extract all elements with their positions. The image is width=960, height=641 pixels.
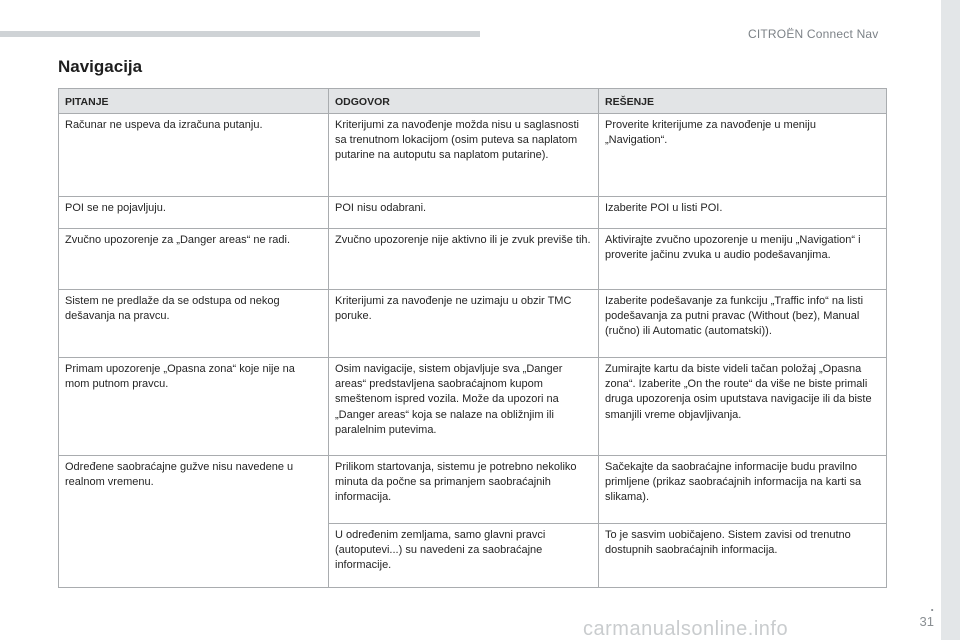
page-edge-strip xyxy=(941,0,960,640)
solution-cell: Proverite kriterijume za navođenje u meniju „Navigation“. xyxy=(599,114,887,197)
continuation-dot: . xyxy=(930,599,934,614)
brand-label: CITROËN Connect Nav xyxy=(748,27,879,41)
question-cell: Sistem ne predlaže da se odstupa od nekog dešavanja na pravcu. xyxy=(59,290,329,358)
answer-cell: POI nisu odabrani. xyxy=(329,197,599,229)
answer-cell: Kriterijumi za navođenje ne uzimaju u obzir TMC poruke. xyxy=(329,290,599,358)
solution-cell: Zumirajte kartu da biste videli tačan položaj „Opasna zona“. Izaberite „On the route“ da više ne biste primali druga upozorenja osim uputstava navigacije ili da biste smanjili vreme objavljivanja. xyxy=(599,358,887,456)
answer-cell: Zvučno upozorenje nije aktivno ili je zvuk previše tih. xyxy=(329,229,599,290)
troubleshooting-table xyxy=(58,88,887,588)
question-cell: Određene saobraćajne gužve nisu navedene u realnom vremenu. xyxy=(59,456,329,588)
table-row xyxy=(59,114,887,197)
column-header-question: PITANJE xyxy=(59,89,329,114)
answer-cell: U određenim zemljama, samo glavni pravci (autoputevi...) su navedeni za saobraćajne informacije. xyxy=(329,524,599,588)
table-row xyxy=(59,456,887,524)
question-cell: Zvučno upozorenje za „Danger areas“ ne radi. xyxy=(59,229,329,290)
solution-cell: Aktivirajte zvučno upozorenje u meniju „Navigation“ i proverite jačinu zvuka u audio podešavanjima. xyxy=(599,229,887,290)
solution-cell: Izaberite POI u listi POI. xyxy=(599,197,887,229)
column-header-solution: REŠENJE xyxy=(599,89,887,114)
table-row xyxy=(59,197,887,229)
header-rule xyxy=(0,31,480,37)
answer-cell: Prilikom startovanja, sistemu je potrebno nekoliko minuta da počne sa primanjem saobraćajnih informacija. xyxy=(329,456,599,524)
solution-cell: To je sasvim uobičajeno. Sistem zavisi od trenutno dostupnih saobraćajnih informacija. xyxy=(599,524,887,588)
watermark: carmanualsonline.info xyxy=(583,618,789,640)
table-row xyxy=(59,358,887,456)
table-header-row xyxy=(59,89,887,114)
question-cell: POI se ne pojavljuju. xyxy=(59,197,329,229)
question-cell: Primam upozorenje „Opasna zona“ koje nije na mom putnom pravcu. xyxy=(59,358,329,456)
page-number: 31 xyxy=(919,614,934,629)
section-title: Navigacija xyxy=(58,57,143,76)
solution-cell: Izaberite podešavanje za funkciju „Traffic info“ na listi podešavanja za putni pravac (Without (bez), Manual (ručno) ili Automatic (automatski)). xyxy=(599,290,887,358)
question-cell: Računar ne uspeva da izračuna putanju. xyxy=(59,114,329,197)
answer-cell: Kriterijumi za navođenje možda nisu u saglasnosti sa trenutnom lokacijom (osim puteva sa naplatom putarine na autoputu sa naplatom putarine). xyxy=(329,114,599,197)
column-header-answer: ODGOVOR xyxy=(329,89,599,114)
answer-cell: Osim navigacije, sistem objavljuje sva „Danger areas“ predstavljena saobraćajnom kupom smeštenom ispred vozila. Može da upozori na „Danger areas“ koja se nalaze na obližnjim ili paralelnim putevima. xyxy=(329,358,599,456)
solution-cell: Sačekajte da saobraćajne informacije budu pravilno primljene (prikaz saobraćajnih informacija na karti sa slikama). xyxy=(599,456,887,524)
table-row xyxy=(59,290,887,358)
table-row xyxy=(59,229,887,290)
